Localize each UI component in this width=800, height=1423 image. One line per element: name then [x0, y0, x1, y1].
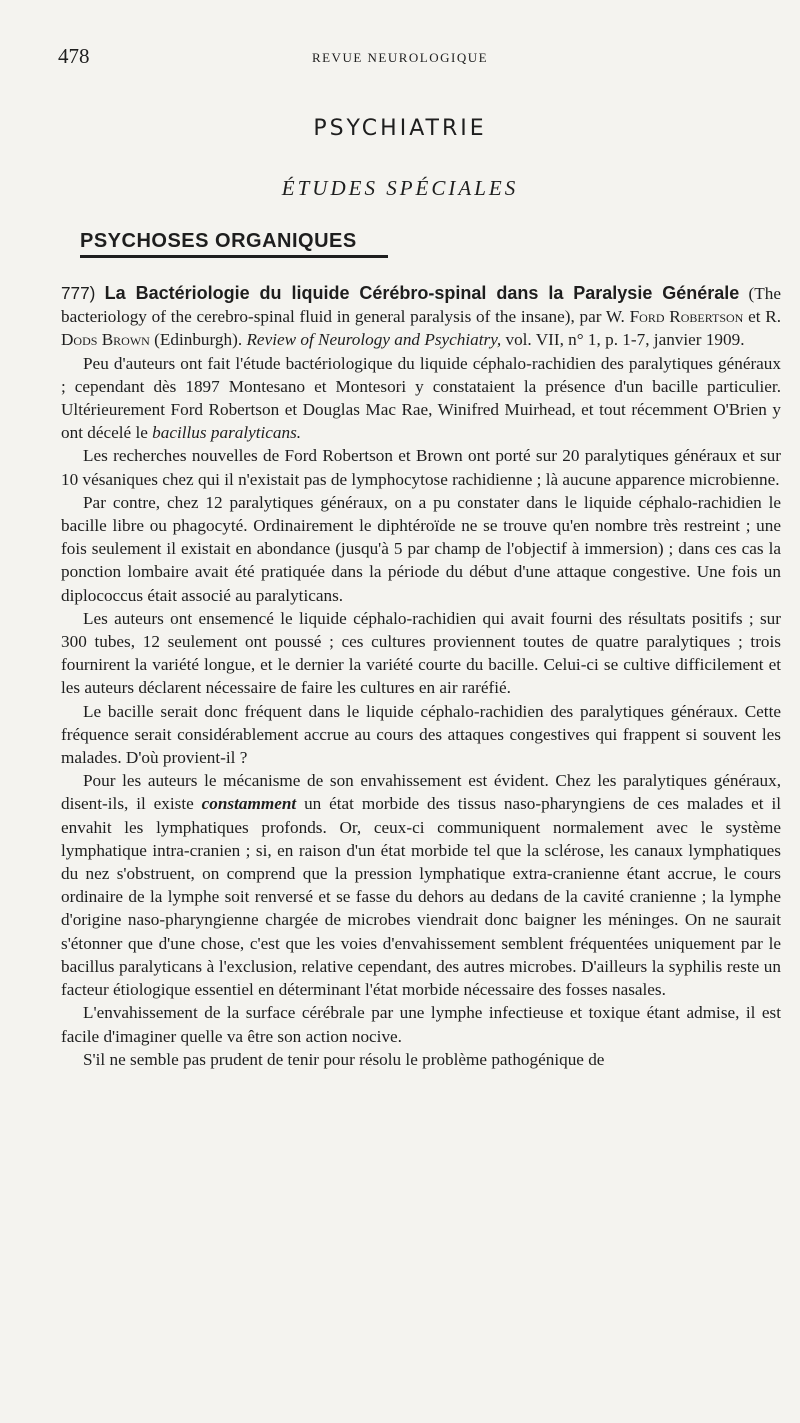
running-title: REVUE NEUROLOGIQUE — [311, 50, 489, 65]
bacillus-name: bacillus paralyticans. — [152, 423, 302, 443]
entry-title: La Bactériologie du liquide Cérébro-spinal dans la Paralysie Générale — [104, 283, 740, 303]
entry-reference — [61, 282, 781, 352]
page-number: 478 — [58, 44, 90, 68]
entry-conjunction: et R. — [748, 307, 781, 327]
entry-place: (Edinburgh). — [154, 330, 243, 350]
paragraph-1 — [61, 352, 781, 445]
paragraph-6-after: un état morbide des tissus naso-pharyngiens de ces malades et il envahit les lymphatiques profonds. Or, ceux-ci communiquent normalement avec le système lymphatique intra-cranien ; si, en raison d'un état morbide tel que la sclérose, les canaux lymphatiques du nez s'obstruent, on comprend que la pression lymphatique extra-cranienne étant accrue, le cours ordinaire de la lymphe soit renversé et se fasse du dehors au dedans de la cavité cranienne ; la lymphe d'origine naso-pharyngienne chargée de microbes viendrait donc baigner les méninges. On ne saurait s'étonner que d'une chose, c'est que les voies d'envahissement semblent fréquentées uniquement par le bacillus paralyticans à l'exclusion, relative cependant, des autres microbes. D'ailleurs la syphilis reste un facteur étiologique essentiel en déterminant l'état morbide nécessaire des fosses nasales. — [61, 794, 781, 1000]
paragraph-4: Les auteurs ont ensemencé le liquide céphalo-rachidien qui avait fourni des résultats positifs ; sur 300 tubes, 12 seulement ont poussé ; ces cultures proviennent toutes de quatre paralytiques ; trois fournirent la variété longue, et le dernier la variété courte du bacille. Celui-ci se cultive difficilement et les auteurs déclarent nécessaire de faire les cultures en air raréfié. — [61, 608, 781, 698]
entry-author-2: Dods Brown — [61, 330, 150, 350]
topic-heading: PSYCHOSES ORGANIQUES — [80, 230, 357, 252]
paragraph-3: Par contre, chez 12 paralytiques généraux, on a pu constater dans le liquide céphalo-rachidien le bacille libre ou phagocyté. Ordinairement le diphtéroïde ne se trouve qu'en nombre très restreint ; une fois seulement il existait en abondance (jusqu'à 5 par champ de l'objectif à immersion) ; dans ces cas la ponction lombaire avait été pratiquée dans la période du début d'une attaque congestive. Une fois un diplococcus était associé au paralyticans. — [61, 492, 781, 605]
subsection-heading: ÉTUDES SPÉCIALES — [281, 176, 519, 200]
paragraph-1-text: Peu d'auteurs ont fait l'étude bactériologique du liquide céphalo-rachidien des paralytiques généraux ; cependant dès 1897 Montesano et Montesori y constataient la présence d'un bacille particulier. Ultérieurement Ford Robertson et Douglas Mac Rae, Winifred Muirhead, et tout récemment O'Brien y ont décelé le — [61, 353, 781, 443]
section-heading: PSYCHIATRIE — [313, 116, 487, 141]
emphasis-word: constamment — [201, 794, 297, 814]
paragraph-6-before: Pour les auteurs le mécanisme de son envahissement est évident. Chez les paralytiques généraux, disent-ils, il existe — [61, 771, 781, 814]
entry-citation: vol. VII, n° 1, p. 1-7, janvier 1909. — [505, 330, 745, 350]
entry-journal: Review of Neurology and Psychiatry, — [246, 330, 502, 350]
paragraph-6 — [61, 769, 781, 1001]
paragraph-5: Le bacille serait donc fréquent dans le liquide céphalo-rachidien des paralytiques généraux. Cette fréquence serait considérablement accrue au cours des attaques congestives qui frappent si souvent les malades. D'où provient-il ? — [61, 701, 781, 768]
paragraph-8: S'il ne semble pas prudent de tenir pour résolu le problème pathogénique de — [83, 1049, 605, 1069]
entry-author-1: Ford Robertson — [629, 307, 744, 327]
article-body — [61, 282, 781, 1071]
topic-underline — [80, 255, 388, 258]
paragraph-7: L'envahissement de la surface cérébrale par une lymphe infectieuse et toxique étant admise, il est facile d'imaginer quelle va être son action nocive. — [61, 1003, 781, 1046]
paragraph-2: Les recherches nouvelles de Ford Robertson et Brown ont porté sur 20 paralytiques généraux et sur 10 vésaniques chez qui il n'existait pas de lymphocytose rachidienne ; là aucune apparence microbienne. — [61, 446, 781, 489]
entry-number: 777) — [61, 283, 96, 303]
entry-english-title: (The bacteriology of the cerebro-spinal fluid in general paralysis of the insane), par W. — [61, 284, 781, 327]
